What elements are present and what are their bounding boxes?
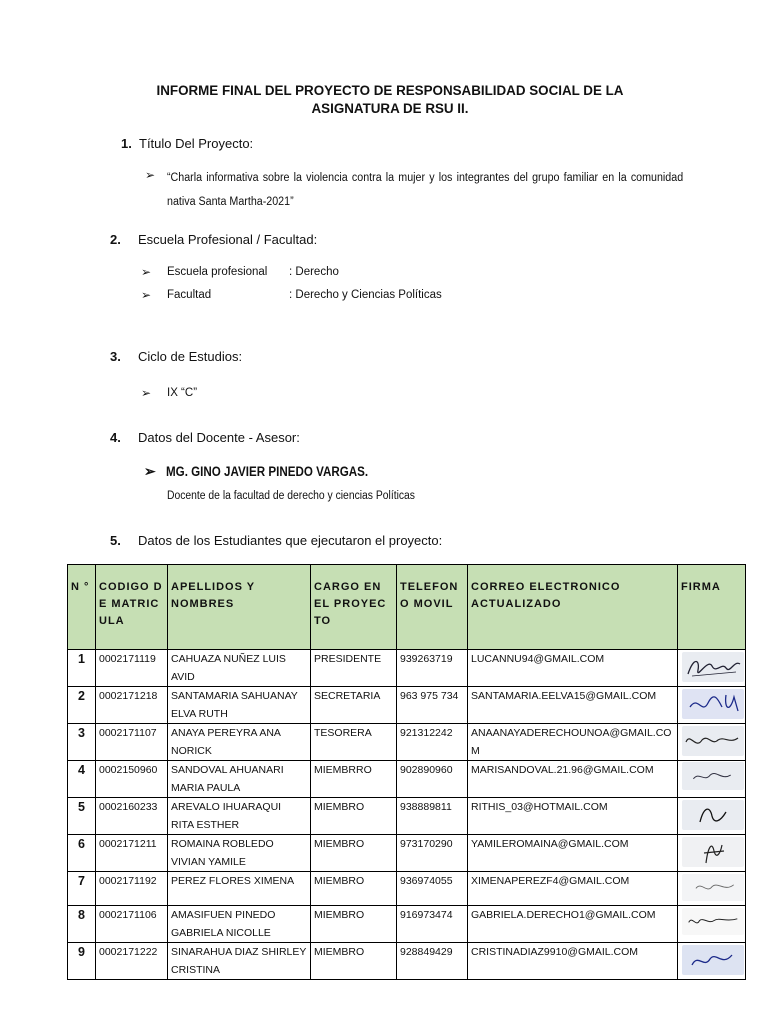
row-email: SANTAMARIA.EELVA15@GMAIL.COM: [468, 687, 678, 724]
row-phone: 973170290: [397, 835, 468, 872]
signature-image: [682, 874, 744, 901]
section-4-heading: [110, 430, 300, 445]
row-role: MIEMBRO: [311, 906, 397, 943]
row-signature: [678, 724, 746, 761]
signature-image: [682, 689, 744, 719]
faculty-key: Facultad: [167, 289, 212, 301]
row-number: 7: [68, 872, 96, 906]
section-1-heading: [121, 136, 253, 151]
title-line-1: INFORME FINAL DEL PROYECTO DE RESPONSABILIDAD SOCIAL DE LA: [156, 83, 624, 98]
row-number: 2: [68, 687, 96, 724]
row-email: YAMILEROMAINA@GMAIL.COM: [468, 835, 678, 872]
header-role: CARGO EN EL PROYECTO: [311, 565, 397, 650]
signature-image: [682, 800, 744, 830]
signature-image: [682, 837, 744, 867]
section-label: Escuela Profesional / Facultad:: [138, 232, 318, 247]
row-role: SECRETARIA: [311, 687, 397, 724]
row-phone: 921312242: [397, 724, 468, 761]
row-role: MIEMBRO: [311, 835, 397, 872]
section-number: 3.: [110, 349, 121, 364]
table-row: [68, 650, 746, 687]
row-names: ANAYA PEREYRA ANA NORICK: [168, 724, 311, 761]
table-row: [68, 906, 746, 943]
section-number: 4.: [110, 430, 121, 445]
advisor-name: MG. GINO JAVIER PINEDO VARGAS.: [166, 464, 369, 479]
row-names: AMASIFUEN PINEDO GABRIELA NICOLLE: [168, 906, 311, 943]
row-email: MARISANDOVAL.21.96@GMAIL.COM: [468, 761, 678, 798]
row-names: PEREZ FLORES XIMENA: [168, 872, 311, 906]
row-code: 0002171222: [96, 943, 168, 980]
school-key: Escuela profesional: [167, 266, 268, 278]
row-signature: [678, 650, 746, 687]
row-phone: 916973474: [397, 906, 468, 943]
section-2-heading: [110, 232, 317, 247]
row-phone: 936974055: [397, 872, 468, 906]
row-role: MIEMBRO: [311, 798, 397, 835]
row-role: MIEMBRO: [311, 872, 397, 906]
section-number: 5.: [110, 533, 121, 548]
row-number: 3: [68, 724, 96, 761]
row-signature: [678, 906, 746, 943]
row-email: ANAANAYADERECHOUNOA@GMAIL.COM: [468, 724, 678, 761]
row-code: 0002171192: [96, 872, 168, 906]
project-title-text: “Charla informativa sobre la violencia contra la mujer y los integrantes del grupo familiar en la comunidad nativa Santa Martha-2021”: [167, 172, 684, 208]
table-header-row: [68, 565, 746, 650]
header-signature: FIRMA: [678, 565, 746, 650]
signature-image: [682, 945, 744, 975]
row-number: 6: [68, 835, 96, 872]
section-3-heading: [110, 349, 242, 364]
advisor-description: Docente de la facultad de derecho y ciencias Políticas: [167, 490, 415, 502]
header-number: N °: [68, 565, 96, 650]
row-code: 0002160233: [96, 798, 168, 835]
row-phone: 902890960: [397, 761, 468, 798]
arrow-bullet-icon: ➢: [141, 288, 152, 302]
row-code: 0002171218: [96, 687, 168, 724]
row-signature: [678, 761, 746, 798]
signature-image: [682, 652, 744, 682]
signature-image: [682, 726, 744, 756]
row-code: 0002171106: [96, 906, 168, 943]
cycle-value: IX “C”: [167, 387, 198, 399]
table-row: [68, 724, 746, 761]
row-email: RITHIS_03@HOTMAIL.COM: [468, 798, 678, 835]
row-names: SANTAMARIA SAHUANAY ELVA RUTH: [168, 687, 311, 724]
row-names: CAHUAZA NUÑEZ LUIS AVID: [168, 650, 311, 687]
row-names: SANDOVAL AHUANARI MARIA PAULA: [168, 761, 311, 798]
table-row: [68, 761, 746, 798]
signature-image: [682, 762, 744, 790]
row-code: 0002171211: [96, 835, 168, 872]
row-names: SINARAHUA DIAZ SHIRLEY CRISTINA: [168, 943, 311, 980]
row-phone: 963 975 734: [397, 687, 468, 724]
table-row: [68, 835, 746, 872]
row-signature: [678, 687, 746, 724]
row-role: PRESIDENTE: [311, 650, 397, 687]
section-label: Título Del Proyecto:: [139, 136, 254, 151]
section-label: Ciclo de Estudios:: [138, 349, 243, 364]
row-signature: [678, 798, 746, 835]
row-code: 0002150960: [96, 761, 168, 798]
row-email: CRISTINADIAZ9910@GMAIL.COM: [468, 943, 678, 980]
row-phone: 938889811: [397, 798, 468, 835]
row-phone: 939263719: [397, 650, 468, 687]
row-names: AREVALO IHUARAQUI RITA ESTHER: [168, 798, 311, 835]
document-title: [100, 82, 680, 118]
row-number: 4: [68, 761, 96, 798]
header-names: APELLIDOS Y NOMBRES: [168, 565, 311, 650]
section-number: 2.: [110, 232, 121, 247]
row-email: GABRIELA.DERECHO1@GMAIL.COM: [468, 906, 678, 943]
arrow-bullet-icon: ➢: [145, 168, 156, 182]
table-row: [68, 943, 746, 980]
header-code: CODIGO DE MATRICULA: [96, 565, 168, 650]
row-number: 5: [68, 798, 96, 835]
row-number: 9: [68, 943, 96, 980]
section-label: Datos del Docente - Asesor:: [138, 430, 300, 445]
faculty-value: : Derecho y Ciencias Políticas: [289, 289, 442, 301]
row-signature: [678, 943, 746, 980]
arrow-bullet-icon: ➢: [141, 265, 152, 279]
row-role: MIEMBRO: [311, 943, 397, 980]
header-email: CORREO ELECTRONICO ACTUALIZADO: [468, 565, 678, 650]
row-phone: 928849429: [397, 943, 468, 980]
row-number: 8: [68, 906, 96, 943]
students-table: [67, 564, 746, 980]
title-line-2: ASIGNATURA DE RSU II.: [311, 101, 469, 116]
row-signature: [678, 835, 746, 872]
row-code: 0002171107: [96, 724, 168, 761]
row-names: ROMAINA ROBLEDO VIVIAN YAMILE: [168, 835, 311, 872]
row-signature: [678, 872, 746, 906]
table-row: [68, 798, 746, 835]
row-role: TESORERA: [311, 724, 397, 761]
row-role: MIEMBRRO: [311, 761, 397, 798]
section-number: 1.: [121, 136, 132, 151]
row-email: XIMENAPEREZF4@GMAIL.COM: [468, 872, 678, 906]
signature-image: [682, 908, 744, 935]
table-row: [68, 872, 746, 906]
row-code: 0002171119: [96, 650, 168, 687]
header-phone: TELEFONO MOVIL: [397, 565, 468, 650]
table-row: [68, 687, 746, 724]
arrow-bullet-icon: ➢: [144, 463, 156, 479]
section-5-heading: [110, 533, 442, 548]
row-number: 1: [68, 650, 96, 687]
school-value: : Derecho: [289, 266, 339, 278]
section-label: Datos de los Estudiantes que ejecutaron el proyecto:: [138, 533, 443, 548]
arrow-bullet-icon: ➢: [141, 386, 152, 400]
row-email: LUCANNU94@GMAIL.COM: [468, 650, 678, 687]
